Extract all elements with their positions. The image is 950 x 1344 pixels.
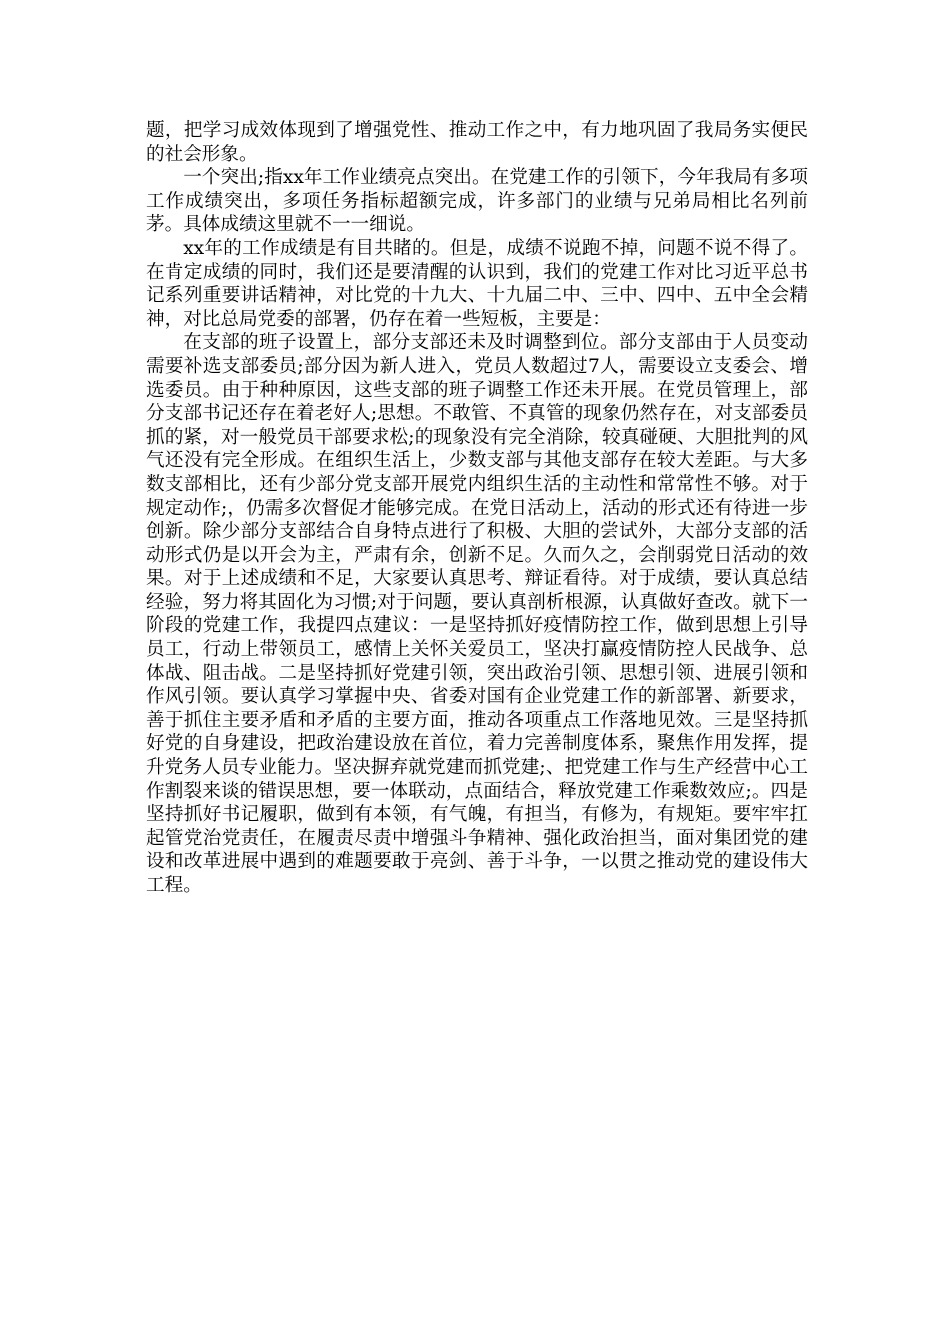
paragraph-1: 题，把学习成效体现到了增强党性、推动工作之中，有力地巩固了我局务实便民的社会形象。 — [146, 120, 808, 165]
paragraph-4: 在支部的班子设置上，部分支部还未及时调整到位。部分支部由于人员变动需要补选支部委员;部分因为新人进入，党员人数超过7人，需要设立支委会、增选委员。由于种种原因，这些支部的班子调整工作还未开展。在党员管理上，部分支部书记还存在着老好人;思想。不敢管、不真管的现象仍然存在，对支部委员抓的紧，对一般党员干部要求松;的现象没有完全消除，较真碰硬、大胆批判的风气还没有完全形成。在组织生活上，少数支部与其他支部存在较大差距。与大多数支部相比，还有少部分党支部开展党内组织生活的主动性和常常性不够。对于规定动作;，仍需多次督促才能够完成。在党日活动上，活动的形式还有待进一步创新。除少部分支部结合自身特点进行了积极、大胆的尝试外，大部分支部的活动形式仍是以开会为主，严肃有余，创新不足。久而久之，会削弱党日活动的效果。对于上述成绩和不足，大家要认真思考、辩证看待。对于成绩，要认真总结经验，努力将其固化为习惯;对于问题，要认真剖析根源，认真做好查改。就下一阶段的党建工作，我提四点建议：一是坚持抓好疫情防控工作，做到思想上引导员工，行动上带领员工，感情上关怀关爱员工，坚决打赢疫情防控人民战争、总体战、阻击战。二是坚持抓好党建引领，突出政治引领、思想引领、进展引领和作风引领。要认真学习掌握中央、省委对国有企业党建工作的新部署、新要求，善于抓住主要矛盾和矛盾的主要方面，推动各项重点工作落地见效。三是坚持抓好党的自身建设，把政治建设放在首位，着力完善制度体系，聚焦作用发挥，提升党务人员专业能力。坚决摒弃就党建而抓党建;、把党建工作与生产经营中心工作割裂来谈的错误思想，要一体联动，点面结合，释放党建工作乘数效应;。四是坚持抓好书记履职，做到有本领，有气魄，有担当，有修为，有规矩。要牢牢扛起管党治党责任，在履责尽责中增强斗争精神、强化政治担当，面对集团党的建设和改革进展中遇到的难题要敢于亮剑、善于斗争，一以贯之推动党的建设伟大工程。 — [146, 332, 808, 896]
paragraph-2: 一个突出;指xx年工作业绩亮点突出。在党建工作的引领下，今年我局有多项工作成绩突出，多项任务指标超额完成，许多部门的业绩与兄弟局相比名列前茅。具体成绩这里就不一一细说。 — [146, 167, 808, 236]
paragraph-3: xx年的工作成绩是有目共睹的。但是，成绩不说跑不掉，问题不说不得了。在肯定成绩的同时，我们还是要清醒的认识到，我们的党建工作对比习近平总书记系列重要讲话精神，对比党的十九大、十九届二中、三中、四中、五中全会精神，对比总局党委的部署，仍存在着一些短板，主要是： — [146, 237, 808, 330]
document-body — [146, 119, 808, 898]
